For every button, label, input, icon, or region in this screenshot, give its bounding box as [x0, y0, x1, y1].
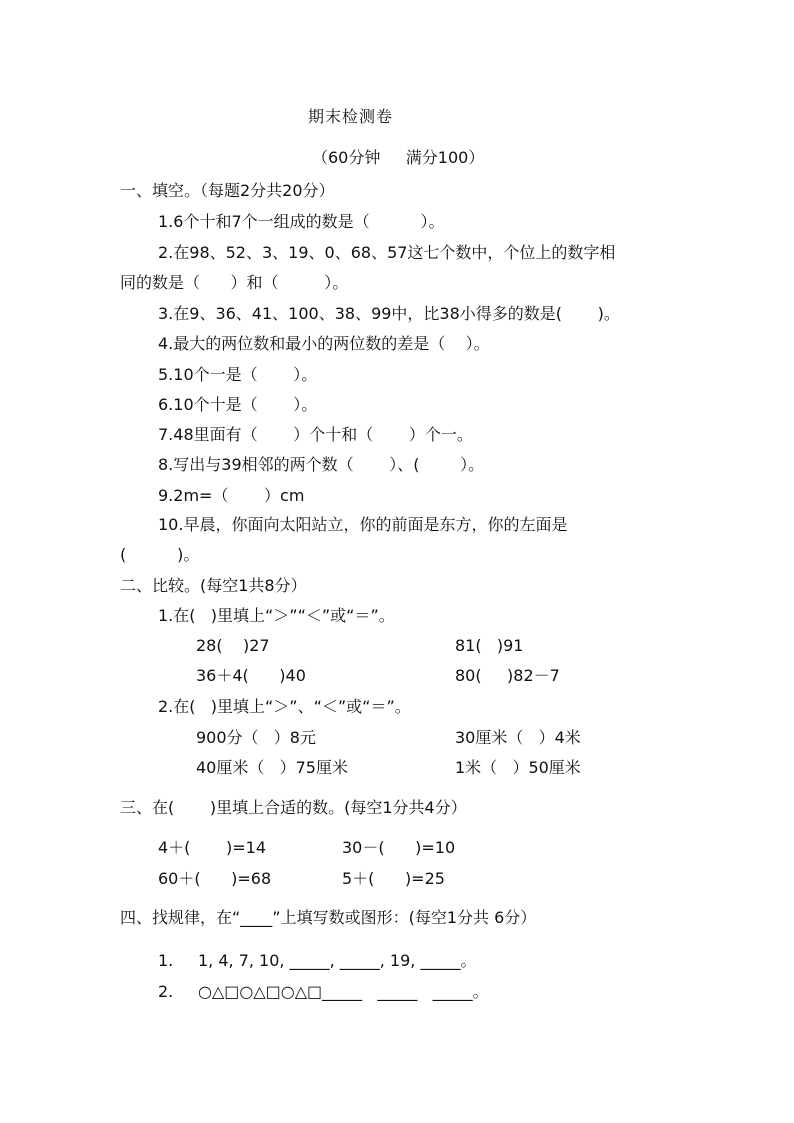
section-2-sub-2: 2.在( )里填上“＞”、“＜”或“＝”。: [158, 697, 411, 716]
pattern-sequence-numbers: 1, 4, 7, 10, _____, _____, 19, _____。: [198, 951, 477, 970]
question-1-2-line1: 2.在98、52、3、19、0、68、57这七个数中，个位上的数字相: [158, 243, 616, 262]
section-3-heading: 三、在( )里填上合适的数。(每空1分共4分）: [120, 798, 467, 817]
question-1-6: 6.10个十是（ ）。: [158, 395, 318, 414]
question-1-5: 5.10个一是（ ）。: [158, 365, 318, 384]
question-1-10-line1: 10.早晨，你面向太阳站立，你的前面是东方，你的左面是: [158, 515, 568, 534]
question-1-4: 4.最大的两位数和最小的两位数的差是（ ）。: [158, 334, 490, 353]
question-1-2-line2: 同的数是（ ）和（ ）。: [120, 273, 349, 292]
compare-item: 30厘米（ ）4米: [455, 728, 581, 747]
equation-item: 4＋( )=14: [158, 838, 267, 857]
compare-item: 36＋4( )40: [196, 666, 306, 685]
equation-item: 5＋( )=25: [342, 869, 445, 888]
equation-item: 60＋( )=68: [158, 869, 272, 888]
compare-item: 900分（ ）8元: [196, 728, 316, 747]
question-1-3: 3.在9、36、41、100、38、99中，比38小得多的数是( )。: [158, 304, 620, 323]
section-4-heading: 四、找规律，在“____”上填写数或图形：(每空1分共 6分）: [120, 908, 537, 927]
section-2-heading: 二、比较。(每空1共8分）: [120, 576, 307, 595]
page-subtitle: （60分钟 满分100）: [312, 148, 485, 167]
section-1-heading: 一、填空。（每题2分共20分）: [120, 181, 335, 200]
compare-item: 40厘米（ ）75厘米: [196, 758, 348, 777]
compare-item: 81( )91: [455, 636, 524, 655]
question-1-1: 1.6个十和7个一组成的数是（ ）。: [158, 212, 445, 231]
pattern-number: 1.: [158, 951, 174, 970]
page-title: 期末检测卷: [308, 107, 394, 126]
compare-item: 1米（ ）50厘米: [455, 758, 581, 777]
question-1-9: 9.2m=（ ）cm: [158, 486, 305, 505]
question-1-10-line2: ( )。: [120, 545, 200, 564]
pattern-sequence-shapes: ○△□○△□○△□_____ _____ _____。: [198, 982, 489, 1001]
compare-item: 28( )27: [196, 636, 270, 655]
pattern-number: 2.: [158, 982, 174, 1001]
question-1-7: 7.48里面有（ ）个十和（ ）个一。: [158, 425, 473, 444]
equation-item: 30－( )=10: [342, 838, 456, 857]
question-1-8: 8.写出与39相邻的两个数（ ）、( ）。: [158, 455, 485, 474]
section-2-sub-1: 1.在( )里填上“＞”“＜”或“＝”。: [158, 606, 395, 625]
compare-item: 80( )82－7: [455, 666, 560, 685]
